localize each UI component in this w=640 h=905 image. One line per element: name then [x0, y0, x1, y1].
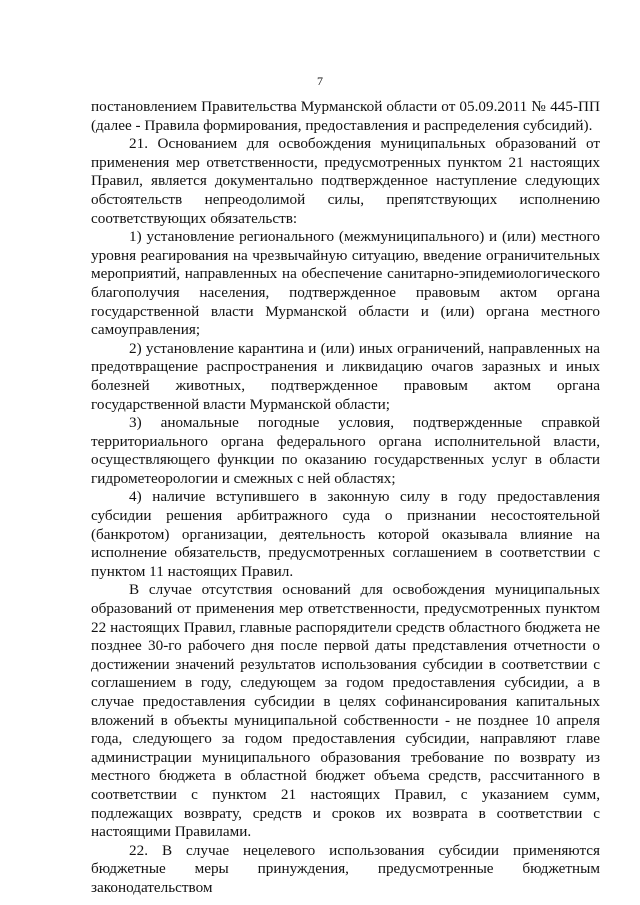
paragraph-subitem-2: 2) установление карантина и (или) иных ограничений, направленных на предотвращение распространения и ликвидацию очагов заразных и иных болезней животных, подтвержденное правовым актом органа государственной власти Мурманской области;	[91, 339, 600, 413]
page-number: 7	[317, 74, 323, 88]
paragraph-subitem-1: 1) установление регионального (межмуниципального) и (или) местного уровня реагирования на чрезвычайную ситуацию, введение ограничительных мероприятий, направленных на обеспечение санитарно-эпидемиологического благополучия населения, подтвержденное правовым актом органа государственной власти Мурманской области и (или) органа местного самоуправления;	[91, 228, 600, 339]
paragraph-subitem-4: 4) наличие вступившего в законную силу в году предоставления субсидии решения арбитражного суда о признании несостоятельной (банкротом) организации, деятельность которой оказывала влияние на исполнение обязательств, предусмотренных соглашением в соответствии с пунктом 11 настоящих Правил.	[91, 488, 600, 580]
paragraph-continuation: постановлением Правительства Мурманской области от 05.09.2011 № 445-ПП (далее - Правила формирования, предоставления и распределения субсидий).	[91, 98, 600, 134]
paragraph-item-21: 21. Основанием для освобождения муниципальных образований от применения мер ответственности, предусмотренных пунктом 21 настоящих Правил, является документально подтвержденное наступление следующих обстоятельств непреодолимой силы, препятствующих исполнению соответствующих обязательств:	[91, 135, 600, 227]
paragraph-item-22: 22. В случае нецелевого использования субсидии применяются бюджетные меры принуждения, предусмотренные бюджетным законодательством	[91, 841, 600, 896]
paragraph-subitem-3: 3) аномальные погодные условия, подтвержденные справкой территориального органа федерального органа исполнительной власти, осуществляющего функции по оказанию государственных услуг в области гидрометеорологии и смежных с ней областях;	[91, 414, 600, 487]
paragraph-no-grounds: В случае отсутствия оснований для освобождения муниципальных образований от применения мер ответственности, предусмотренных пунктом 22 настоящих Правил, главные распорядители средств областного бюджета не позднее 30-го рабочего дня после первой даты представления отчетности о достижении значений результатов использования субсидии в соответствии с соглашением в году, следующем за годом предоставления субсидии, а в случае предоставления субсидии в целях софинансирования капитальных вложений в объекты муниципальной собственности - не позднее 10 апреля года, следующего за годом предоставления субсидии, направляют главе администрации муниципального образования требование по возврату из местного бюджета в областной бюджет объема средств, рассчитанного в соответствии с пунктом 21 настоящих Правил, с указанием сумм, подлежащих возврату, средств и сроков их возврата в соответствии с настоящими Правилами.	[91, 581, 600, 841]
document-body	[91, 98, 600, 898]
